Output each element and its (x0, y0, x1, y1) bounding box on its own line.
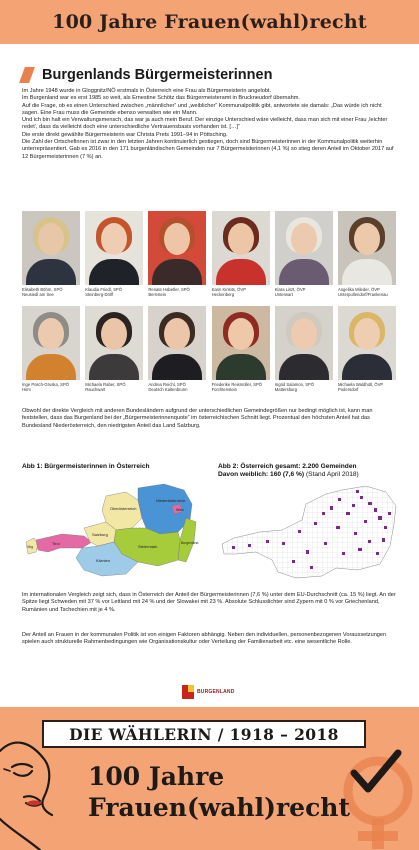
mayor-photo (148, 306, 206, 380)
top-banner (0, 0, 419, 44)
mayor-photo (22, 211, 80, 285)
international-text: Im internationalen Vergleich zeigt sich, dass in Österreich der Anteil der Bürgermeisterinnen (7,6 %) unter dem EU-Durchschnitt (ca. 15 %) liegt. An der Spitze liegt Schweden mit 37 % vor Lettland mit 24 % und der Slowakei mit 23 %. Absolute Schlusslichter sind Zypern mit 0 % vor Griechenland, Rumänien und Tschechien mit je 4 %. (22, 592, 396, 613)
austria-states-svg (22, 482, 202, 582)
mayor-photo (85, 211, 143, 285)
map2-title-line1: Abb 2: Österreich gesamt: 2.200 Gemeinden (218, 463, 357, 470)
mayor-card (148, 211, 206, 301)
mayor-photo (212, 211, 270, 285)
austria-outline (222, 486, 396, 578)
mayor-caption: Michaela Waldhütl, ÖVP Podersdorf (337, 382, 384, 392)
mayor-card (22, 306, 80, 396)
austria-municipalities-map (218, 482, 404, 582)
mayor-photo (148, 211, 206, 285)
tagline-text: DIE WÄHLERIN / 1918 – 2018 (69, 724, 339, 744)
mayor-card (212, 306, 270, 396)
woman-face-illustration (0, 743, 52, 850)
tagline-box (42, 720, 366, 748)
mayor-caption: Klaudia Friedl, SPÖ Steinberg-Dörfl (85, 287, 122, 297)
photo-row-2 (22, 306, 396, 396)
label-burgenland: Burgenland (181, 541, 199, 545)
mayor-caption: Elisabeth Böhm, SPÖ Neusiedl am See (22, 287, 63, 297)
mayor-card (338, 306, 396, 396)
mayor-photo (275, 306, 333, 380)
mayor-card (85, 211, 143, 301)
footer-title-line1: 100 Jahre (88, 762, 225, 791)
mayor-card (212, 211, 270, 301)
map1-title: Abb 1: Bürgermeisterinnen in Österreich (22, 463, 150, 470)
venus-check-icon (348, 753, 408, 849)
factors-paragraph (22, 632, 400, 647)
comparison-paragraph (22, 408, 400, 430)
logo-text: BURGENLAND (197, 689, 235, 695)
mayor-caption: Inge Posch-Gruska, SPÖ Hirm (22, 382, 70, 392)
mayor-card (148, 306, 206, 396)
map2-stand: (Stand April 2018) (305, 471, 359, 478)
map2-title-block (218, 463, 408, 479)
mayor-card (338, 211, 396, 301)
mayor-photo (212, 306, 270, 380)
factors-text: Der Anteil an Frauen in der kommunalen Politik ist von einigen Faktoren abhängig. Neben den individuellen, personenbezogenen Voraussetzungen spielen auch strukturelle Rahmenbedingungen wie Organisationskultur oder Verteilung der Familienarbeit etc. eine wesentliche Rolle. (22, 632, 387, 646)
label-niederoesterreich: Niederösterreich (156, 498, 186, 503)
photo-row-1 (22, 211, 396, 301)
intro-text: Im Jahre 1948 wurde in Gloggnitz/NÖ erstmals in Österreich eine Frau als Bürgermeisterin angelobt. Im Burgenland war es erst 1985 so weit, als Ernestine Schötz das Bürgermeisteramt in Bruckneudorf übernahm. Auf die Frage, ob es einen Unterschied zwischen „männlicher“ und „weiblicher“ Kommunalpolitik gibt, antwortete sie damals: „Das würde ich nicht sagen. Eine Frau muss die Gemeinde ebenso verwalten wie ein Mann. Und ich bin halt ein Verwaltungsmensch, das war ja auch mein Beruf. Der einzige Unterschied wäre vielleicht, dass man sich mit einer Frau ‚leichter redet‘, dass da vielleicht doch eine unterschiedliche Vertrauensbasis vorhanden ist. […]“ Die erste direkt gewählte Bürgermeisterin war Christa Prets 1991–94 in Pöttsching. Die Zahl der Ortschefinnen ist zwar in den letzten Jahren kontinuierlich gestiegen, doch sind Bürgermeisterinnen in der Kommunalpolitik weiterhin unterrepräsentiert. Gab es 2016 in den 171 burgenländischen Gemeinden nur 7 Bürgermeisterinnen (4,1 %) so stieg deren Anteil im Oktober 2017 auf 12 Bürgermeisterinnen (7 %) an. (22, 88, 394, 160)
mayor-caption: Klara Liszt, ÖVP Unterwart (274, 287, 306, 297)
label-oberoesterreich: Oberösterreich (110, 506, 137, 511)
label-tirol: Tirol (52, 541, 60, 546)
mayor-caption: Andrea Reichl, SPÖ Deutsch Kaltenbrunn (148, 382, 188, 392)
label-kaernten: Kärnten (96, 558, 111, 563)
international-paragraph (22, 592, 400, 614)
footer-title (88, 761, 350, 823)
mayor-photo (85, 306, 143, 380)
section-header (22, 64, 402, 86)
mayor-photo-grid (22, 211, 396, 401)
map2-title-line2: Davon weiblich: 160 (7,6 %) (Stand April 2018) (218, 471, 359, 478)
austria-municipalities-svg (218, 482, 404, 582)
label-salzburg: Salzburg (92, 532, 108, 537)
label-vorarlberg: Vbg (27, 545, 34, 549)
mayor-card (85, 306, 143, 396)
mayor-caption: Friederike Reismüller, SPÖ Forchtenstein (211, 382, 263, 392)
burgenland-logo (182, 684, 238, 700)
burgenland-logo-mark-icon (182, 685, 194, 699)
footer-title-line2: Frauen(wahl)recht (88, 793, 351, 822)
mayor-card (275, 211, 333, 301)
comparison-text: Obwohl der direkte Vergleich mit anderen Bundesländern aufgrund der unterschiedlichen Gemeindegrößen nur bedingt möglich ist, kann man feststellen, dass das Burgenland bei der „Bürgermeisterinnenquote“ im österreichischen Schnitt liegt. Prozentual den höchsten Anteil hat das Bundesland Niederösterreich, den niedrigsten Anteil das Land Salzburg. (22, 408, 373, 429)
accent-slash (19, 67, 35, 83)
austria-states-map (22, 482, 202, 582)
banner-title: 100 Jahre Frauen(wahl)recht (52, 11, 367, 33)
mayor-photo (338, 211, 396, 285)
mayor-caption: Karin Kirisits, ÖVP Heckenberg (211, 287, 247, 297)
mayor-photo (275, 211, 333, 285)
label-wien: Wien (176, 508, 184, 512)
mayor-caption: Michaela Raber, SPÖ Rauchwart (85, 382, 126, 392)
mayor-photo (338, 306, 396, 380)
mayor-caption: Ingrid Salamon, SPÖ Mattersburg (274, 382, 315, 392)
intro-paragraph (22, 88, 400, 161)
section-title: Burgenlands Bürgermeisterinnen (42, 67, 273, 83)
mayor-caption: Angelika Mileder, ÖVP Unterpullendorf/Frankenau (337, 287, 388, 297)
label-steiermark: Steiermark (138, 544, 158, 549)
mayor-card (22, 211, 80, 301)
mayor-photo (22, 306, 80, 380)
mayor-caption: Renate Habetler, SPÖ Bernstein (148, 287, 190, 297)
mayor-card (275, 306, 333, 396)
bottom-banner (0, 707, 419, 850)
